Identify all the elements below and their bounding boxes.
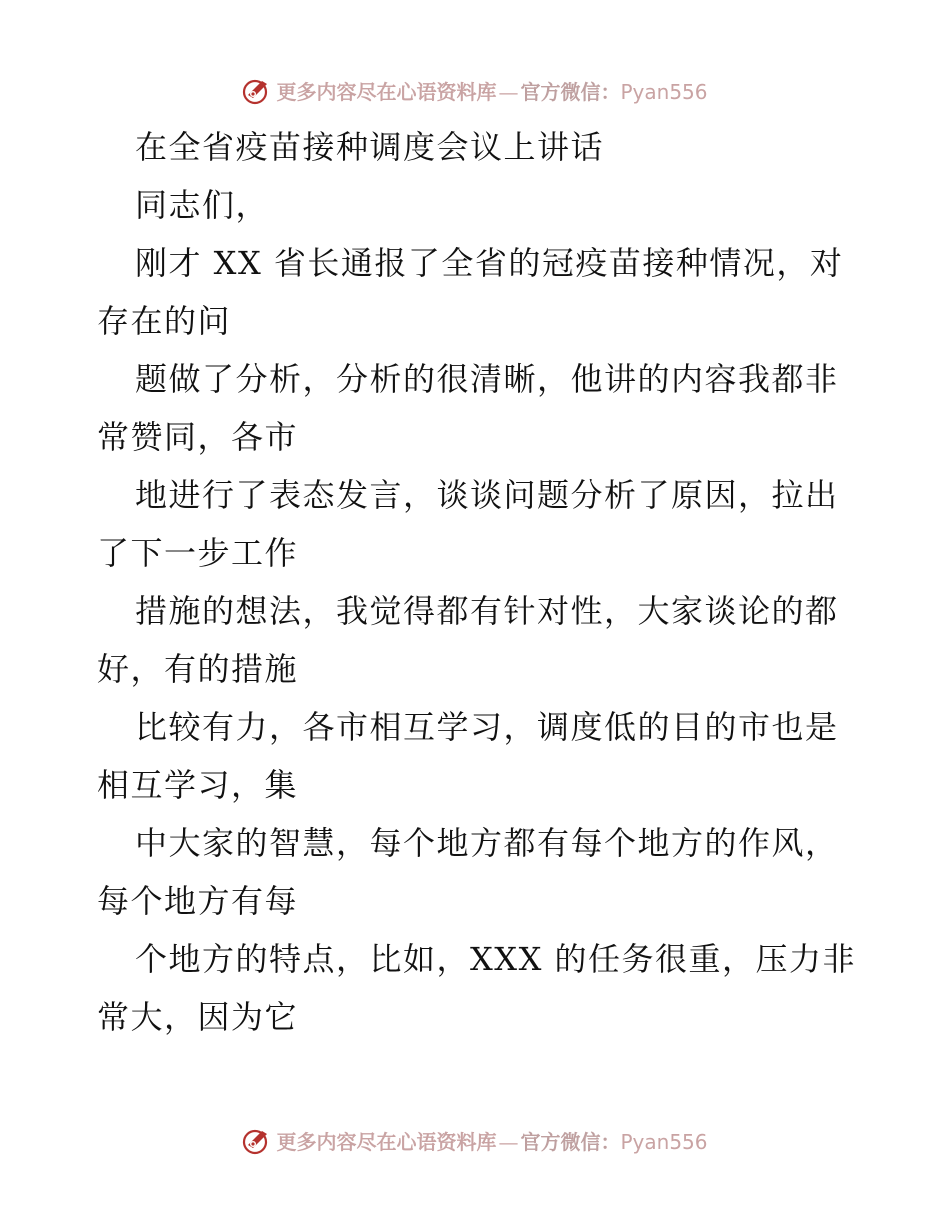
watermark-brand: 更多内容尽在心语资料库 [276, 79, 497, 104]
watermark-header [0, 72, 950, 108]
text-line: 存在的问 [97, 302, 232, 340]
text-line: 同志们， [135, 186, 270, 224]
watermark-text [276, 76, 707, 105]
watermark-text [276, 1126, 707, 1155]
watermark-dash: — [498, 79, 519, 104]
text-line: 中大家的智慧，每个地方都有每个地方的作风， [135, 824, 839, 862]
text-line: 措施的想法，我觉得都有针对性，大家谈论的都 [135, 592, 839, 630]
watermark-id: Pyan556 [620, 79, 708, 104]
text-line: 地进行了表态发言，谈谈问题分析了原因，拉出 [135, 476, 839, 514]
text-line: 个地方的特点，比如，XXX 的任务很重，压力非 [135, 940, 857, 978]
text-line: 题做了分析，分析的很清晰，他讲的内容我都非 [135, 360, 839, 398]
pen-nib-logo-icon [242, 1125, 272, 1155]
text-line: 比较有力，各市相互学习，调度低的目的市也是 [135, 708, 839, 746]
text-line: 常大，因为它 [97, 998, 299, 1036]
watermark-footer [0, 1122, 950, 1158]
text-line: 常赞同，各市 [97, 418, 299, 456]
text-line: 刚才 XX 省长通报了全省的冠疫苗接种情况，对 [135, 244, 844, 282]
pen-nib-logo-icon [242, 75, 272, 105]
text-line: 每个地方有每 [97, 882, 299, 920]
watermark-id: Pyan556 [620, 1129, 708, 1154]
text-line: 相互学习，集 [97, 766, 299, 804]
text-line: 了下一步工作 [97, 534, 299, 572]
watermark-brand: 更多内容尽在心语资料库 [276, 1129, 497, 1154]
watermark-dash: — [498, 1129, 519, 1154]
watermark-extra: 官方微信： [520, 79, 621, 104]
document-title: 在全省疫苗接种调度会议上讲话 [135, 128, 605, 166]
text-line: 好，有的措施 [97, 650, 299, 688]
document-body [97, 118, 857, 1046]
watermark-extra: 官方微信： [520, 1129, 621, 1154]
